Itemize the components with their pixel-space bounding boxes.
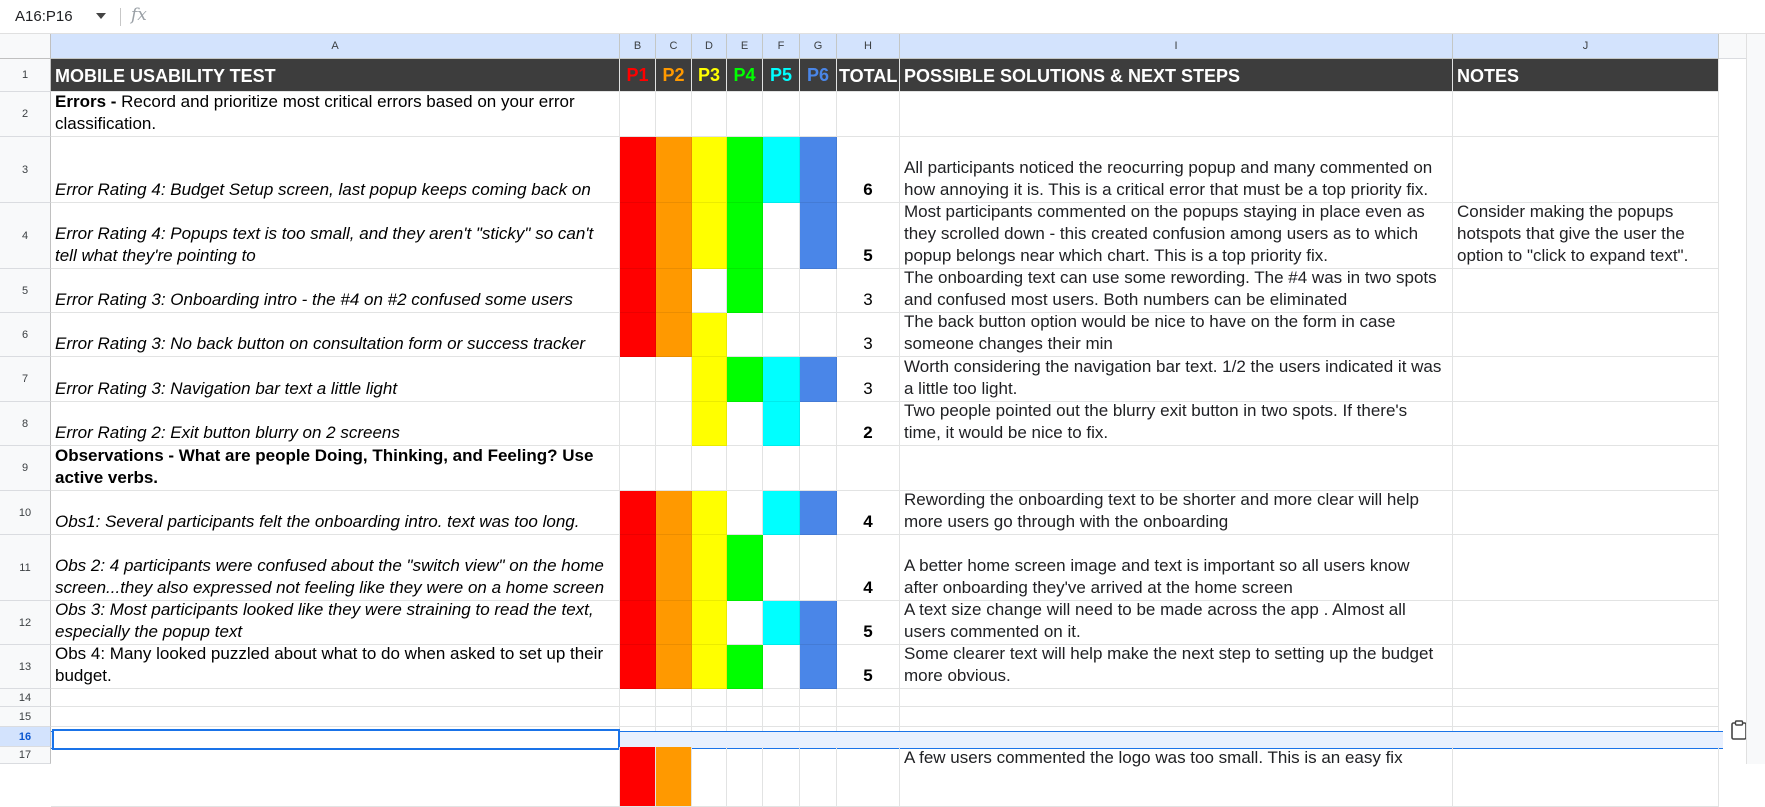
participant-mark-p1[interactable]: [620, 535, 656, 601]
participant-mark-p5[interactable]: [763, 402, 800, 446]
participant-mark-p4[interactable]: [727, 645, 763, 689]
solution-text: The back button option would be nice to have on the form in case someone changes their min: [904, 313, 1396, 353]
formula-bar: [0, 0, 1765, 34]
participant-label: P5: [769, 65, 793, 85]
total-value: 3: [863, 290, 873, 309]
finding-text: [55, 511, 615, 533]
row-header-10[interactable]: 10: [0, 491, 51, 535]
finding-text: [55, 223, 615, 267]
participant-header-p5[interactable]: [763, 59, 800, 92]
finding-cell[interactable]: [51, 601, 620, 645]
finding-description: Error Rating 4: Popups text is too small, and they aren't "sticky" so can't tell what they're pointing to: [55, 224, 594, 265]
total-value: 5: [863, 246, 873, 265]
participant-mark-p1[interactable]: [620, 313, 656, 357]
solution-cell[interactable]: [900, 92, 1453, 137]
empty-cell[interactable]: [837, 707, 900, 727]
finding-cell[interactable]: [51, 203, 620, 269]
row17-cell[interactable]: [692, 747, 727, 807]
participant-mark-p4[interactable]: [727, 446, 763, 491]
total-cell[interactable]: [837, 269, 900, 313]
participant-mark-p4[interactable]: [727, 535, 763, 601]
empty-cell[interactable]: [837, 689, 900, 707]
column-header-d[interactable]: D: [692, 34, 727, 59]
solution-cell[interactable]: [900, 535, 1453, 601]
participant-mark-p4[interactable]: [727, 137, 763, 203]
finding-description: Error Rating 3: Onboarding intro - the #4 on #2 confused some users: [55, 290, 573, 309]
empty-cell[interactable]: [656, 689, 692, 707]
participant-mark-p2[interactable]: [656, 203, 692, 269]
solution-text: Most participants commented on the popups staying in place even as they scrolled down - this created confusion among users as to which popup belongs near which chart. This is a top priority fix.: [904, 203, 1425, 265]
participant-mark-p5[interactable]: [763, 203, 800, 269]
participant-mark-p6[interactable]: [800, 357, 837, 402]
notes-cell[interactable]: [1453, 357, 1719, 402]
participant-mark-p3[interactable]: [692, 446, 727, 491]
participant-mark-p4[interactable]: [727, 313, 763, 357]
finding-description: Obs 3: Most participants looked like they were straining to read the text, especially the popup text: [55, 601, 594, 641]
row-header-15[interactable]: 15: [0, 707, 51, 727]
participant-mark-p2[interactable]: [656, 269, 692, 313]
finding-text: [55, 601, 615, 643]
solution-cell[interactable]: [900, 601, 1453, 645]
participant-mark-p5[interactable]: [763, 357, 800, 402]
total-header-cell[interactable]: [837, 59, 900, 92]
solution-text: Two people pointed out the blurry exit button in two spots. If there's time, it would be nice to fix.: [904, 402, 1408, 442]
notes-cell[interactable]: [1453, 535, 1719, 601]
row-header-3[interactable]: 3: [0, 137, 51, 203]
vertical-scrollbar[interactable]: [1746, 34, 1765, 764]
row17-cell[interactable]: [51, 747, 620, 807]
column-header-g[interactable]: G: [800, 34, 837, 59]
row17-cell[interactable]: [727, 747, 763, 807]
solution-cell[interactable]: [900, 137, 1453, 203]
participant-mark-p5[interactable]: [763, 446, 800, 491]
notes-cell[interactable]: [1453, 313, 1719, 357]
total-cell[interactable]: [837, 535, 900, 601]
participant-mark-p6[interactable]: [800, 446, 837, 491]
solution-text: Rewording the onboarding text to be shorter and more clear will help more users go through with the onboarding: [904, 491, 1420, 531]
notes-cell[interactable]: [1453, 645, 1719, 689]
row-header-12[interactable]: 12: [0, 601, 51, 645]
participant-mark-p3[interactable]: [692, 402, 727, 446]
finding-cell[interactable]: [51, 491, 620, 535]
solution-cell[interactable]: [900, 491, 1453, 535]
participant-mark-p1[interactable]: [620, 645, 656, 689]
column-header-i[interactable]: I: [900, 34, 1453, 59]
participant-mark-p2[interactable]: [656, 645, 692, 689]
participant-mark-p6[interactable]: [800, 402, 837, 446]
row-header-17[interactable]: 17: [0, 747, 51, 764]
column-header-e[interactable]: E: [727, 34, 763, 59]
finding-cell[interactable]: [51, 137, 620, 203]
notes-header-cell[interactable]: [1453, 59, 1719, 92]
empty-cell[interactable]: [620, 707, 656, 727]
finding-text: [55, 378, 615, 400]
notes-cell[interactable]: [1453, 203, 1719, 269]
solution-text: A few users commented the logo was too small. This is an easy fix: [904, 748, 1403, 767]
participant-header-p3[interactable]: [692, 59, 727, 92]
total-value: 4: [863, 512, 873, 531]
participant-mark-p1[interactable]: [620, 92, 656, 137]
participant-mark-p1[interactable]: [620, 137, 656, 203]
participant-mark-p4[interactable]: [727, 203, 763, 269]
notes-text: Consider making the popups hotspots that give the user the option to "click to expand text".: [1457, 203, 1689, 265]
column-header-a[interactable]: A: [51, 34, 620, 59]
empty-cell[interactable]: [620, 689, 656, 707]
total-value: 3: [863, 334, 873, 353]
participant-mark-p5[interactable]: [763, 92, 800, 137]
participant-mark-p6[interactable]: [800, 601, 837, 645]
column-header-f[interactable]: F: [763, 34, 800, 59]
finding-description: Error Rating 4: Budget Setup screen, last popup keeps coming back on: [55, 180, 591, 199]
empty-cell[interactable]: [51, 689, 620, 707]
row-header-6[interactable]: 6: [0, 313, 51, 357]
total-cell[interactable]: [837, 601, 900, 645]
solution-cell[interactable]: [900, 357, 1453, 402]
row-header-5[interactable]: 5: [0, 269, 51, 313]
notes-cell[interactable]: [1453, 402, 1719, 446]
chevron-down-icon[interactable]: [96, 13, 106, 19]
participant-mark-p2[interactable]: [656, 313, 692, 357]
participant-mark-p1[interactable]: [620, 491, 656, 535]
participant-mark-p5[interactable]: [763, 645, 800, 689]
solutions-header-cell[interactable]: [900, 59, 1453, 92]
participant-header-p1[interactable]: [620, 59, 656, 92]
participant-header-p2[interactable]: [656, 59, 692, 92]
row-header-2[interactable]: 2: [0, 92, 51, 137]
row-header-8[interactable]: 8: [0, 402, 51, 446]
total-cell[interactable]: [837, 357, 900, 402]
total-cell[interactable]: [837, 137, 900, 203]
finding-text: [55, 289, 615, 311]
notes-cell[interactable]: [1453, 491, 1719, 535]
empty-cell[interactable]: [1453, 689, 1719, 707]
row17-cell[interactable]: [620, 747, 656, 807]
participant-mark-p5[interactable]: [763, 137, 800, 203]
empty-cell[interactable]: [692, 707, 727, 727]
total-cell[interactable]: [837, 645, 900, 689]
participant-mark-p3[interactable]: [692, 491, 727, 535]
finding-cell[interactable]: [51, 645, 620, 689]
participant-mark-p4[interactable]: [727, 269, 763, 313]
finding-heading: Observations - What are people Doing, Thinking, and Feeling? Use active verbs.: [55, 446, 594, 487]
finding-text: [55, 333, 615, 355]
finding-text: [55, 645, 615, 687]
empty-cell[interactable]: [1453, 707, 1719, 727]
column-header-filler: [1719, 34, 1747, 59]
column-header-c[interactable]: C: [656, 34, 692, 59]
participant-mark-p3[interactable]: [692, 203, 727, 269]
row-header-4[interactable]: 4: [0, 203, 51, 269]
column-header-b[interactable]: B: [620, 34, 656, 59]
finding-heading: Errors -: [55, 92, 122, 111]
finding-cell[interactable]: [51, 313, 620, 357]
row17-cell[interactable]: [800, 747, 837, 807]
column-header-j[interactable]: J: [1453, 34, 1719, 59]
total-cell[interactable]: [837, 491, 900, 535]
row-header-14[interactable]: 14: [0, 689, 51, 707]
total-value: 6: [863, 180, 873, 199]
participant-mark-p6[interactable]: [800, 313, 837, 357]
notes-cell[interactable]: [1453, 446, 1719, 491]
notes-cell[interactable]: [1453, 92, 1719, 137]
participant-mark-p3[interactable]: [692, 137, 727, 203]
finding-cell[interactable]: [51, 446, 620, 491]
participant-mark-p2[interactable]: [656, 357, 692, 402]
empty-cell[interactable]: [900, 689, 1453, 707]
participant-mark-p6[interactable]: [800, 92, 837, 137]
clipboard-icon[interactable]: [1731, 720, 1747, 740]
participant-mark-p4[interactable]: [727, 357, 763, 402]
row17-cell[interactable]: [1453, 747, 1719, 807]
total-value: 5: [863, 666, 873, 685]
solution-cell[interactable]: [900, 402, 1453, 446]
solution-text: Worth considering the navigation bar text. 1/2 the users indicated it was a little too light.: [904, 357, 1442, 398]
solution-text: The onboarding text can use some rewording. The #4 was in two spots and confused most users. Both numbers can be eliminated: [904, 269, 1437, 309]
finding-cell[interactable]: [51, 402, 620, 446]
finding-description: Error Rating 3: No back button on consultation form or success tracker: [55, 334, 586, 353]
formula-bar-divider: [120, 8, 121, 26]
participant-mark-p3[interactable]: [692, 92, 727, 137]
solution-text: All participants noticed the reocurring popup and many commented on how annoying it is. This is a critical error that must be a top priority fix.: [904, 158, 1433, 199]
participant-label: P1: [626, 65, 649, 85]
total-value: 3: [863, 379, 873, 398]
participant-mark-p4[interactable]: [727, 92, 763, 137]
total-cell[interactable]: [837, 92, 900, 137]
participant-label: P4: [733, 65, 756, 85]
participant-mark-p4[interactable]: [727, 601, 763, 645]
participant-mark-p5[interactable]: [763, 313, 800, 357]
row17-cell[interactable]: [656, 747, 692, 807]
total-cell[interactable]: [837, 203, 900, 269]
participant-mark-p6[interactable]: [800, 645, 837, 689]
finding-description: Record and prioritize most critical errors based on your error classification.: [55, 92, 575, 133]
total-cell[interactable]: [837, 446, 900, 491]
solution-cell[interactable]: [900, 313, 1453, 357]
fx-icon: fx: [131, 5, 147, 25]
empty-cell[interactable]: [727, 707, 763, 727]
total-cell[interactable]: [837, 313, 900, 357]
participant-mark-p1[interactable]: [620, 601, 656, 645]
finding-text: [55, 179, 615, 201]
solutions-header: POSSIBLE SOLUTIONS & NEXT STEPS: [904, 66, 1241, 86]
participant-mark-p3[interactable]: [692, 535, 727, 601]
participant-mark-p1[interactable]: [620, 269, 656, 313]
empty-cell[interactable]: [656, 707, 692, 727]
participant-mark-p6[interactable]: [800, 137, 837, 203]
participant-mark-p4[interactable]: [727, 402, 763, 446]
row-header-13[interactable]: 13: [0, 645, 51, 689]
participant-label: P2: [662, 65, 685, 85]
row17-cell[interactable]: [763, 747, 800, 807]
participant-mark-p1[interactable]: [620, 203, 656, 269]
participant-mark-p3[interactable]: [692, 601, 727, 645]
participant-header-p6[interactable]: [800, 59, 837, 92]
total-value: 5: [863, 622, 873, 641]
solution-cell[interactable]: [900, 203, 1453, 269]
notes-cell[interactable]: [1453, 269, 1719, 313]
row-header-7[interactable]: 7: [0, 357, 51, 402]
participant-mark-p5[interactable]: [763, 535, 800, 601]
participant-label: P3: [697, 65, 721, 85]
solution-text: A better home screen image and text is important so all users know after onboarding they've arrived at the home screen: [904, 556, 1410, 597]
participant-mark-p5[interactable]: [763, 269, 800, 313]
solution-text: A text size change will need to be made across the app . Almost all users commented on it.: [904, 601, 1406, 641]
select-all-corner[interactable]: [0, 34, 51, 59]
sheet-title: MOBILE USABILITY TEST: [55, 66, 276, 86]
participant-mark-p3[interactable]: [692, 645, 727, 689]
finding-cell[interactable]: [51, 92, 620, 137]
empty-cell[interactable]: [51, 707, 620, 727]
participant-mark-p3[interactable]: [692, 313, 727, 357]
solution-cell[interactable]: [900, 446, 1453, 491]
name-box-value: A16:P16: [15, 8, 73, 25]
empty-cell[interactable]: [727, 689, 763, 707]
participant-mark-p2[interactable]: [656, 92, 692, 137]
finding-text: [55, 446, 615, 489]
empty-cell[interactable]: [800, 707, 837, 727]
participant-header-p4[interactable]: [727, 59, 763, 92]
empty-cell[interactable]: [900, 707, 1453, 727]
row-header-9[interactable]: 9: [0, 446, 51, 491]
empty-cell[interactable]: [692, 689, 727, 707]
empty-cell[interactable]: [763, 707, 800, 727]
participant-label: P6: [806, 65, 830, 85]
finding-cell[interactable]: [51, 357, 620, 402]
notes-cell[interactable]: [1453, 601, 1719, 645]
participant-mark-p1[interactable]: [620, 357, 656, 402]
participant-mark-p5[interactable]: [763, 491, 800, 535]
column-header-h[interactable]: H: [837, 34, 900, 59]
sheet-title-cell[interactable]: [51, 59, 620, 92]
participant-mark-p2[interactable]: [656, 402, 692, 446]
finding-text: [55, 555, 615, 599]
empty-cell[interactable]: [763, 689, 800, 707]
participant-mark-p2[interactable]: [656, 491, 692, 535]
participant-mark-p4[interactable]: [727, 491, 763, 535]
finding-cell[interactable]: [51, 535, 620, 601]
total-header: TOTAL: [839, 66, 898, 86]
solution-text: Some clearer text will help make the next step to setting up the budget more obvious.: [904, 645, 1434, 685]
finding-description: Error Rating 3: Navigation bar text a little light: [55, 379, 398, 398]
finding-cell[interactable]: [51, 269, 620, 313]
total-cell[interactable]: [837, 402, 900, 446]
row-header-11[interactable]: 11: [0, 535, 51, 601]
participant-mark-p1[interactable]: [620, 446, 656, 491]
participant-mark-p5[interactable]: [763, 601, 800, 645]
participant-mark-p2[interactable]: [656, 137, 692, 203]
notes-header: NOTES: [1457, 66, 1520, 86]
finding-description: Obs1: Several participants felt the onboarding intro. text was too long.: [55, 512, 580, 531]
finding-text: [55, 92, 615, 135]
participant-mark-p6[interactable]: [800, 269, 837, 313]
solution-cell[interactable]: [900, 645, 1453, 689]
finding-text: [55, 422, 615, 444]
row-header-16[interactable]: 16: [0, 727, 51, 747]
finding-description: Obs 2: 4 participants were confused about the "switch view" on the home screen...they also expressed not feeling like they were on a home screen: [55, 556, 605, 597]
total-value: 2: [863, 423, 873, 442]
participant-mark-p3[interactable]: [692, 357, 727, 402]
participant-mark-p2[interactable]: [656, 601, 692, 645]
finding-description: Error Rating 2: Exit button blurry on 2 screens: [55, 423, 400, 442]
row-header-1[interactable]: 1: [0, 59, 51, 92]
empty-cell[interactable]: [800, 689, 837, 707]
solution-cell[interactable]: [900, 747, 1453, 807]
participant-mark-p6[interactable]: [800, 203, 837, 269]
row17-cell[interactable]: [837, 747, 900, 807]
participant-mark-p6[interactable]: [800, 535, 837, 601]
solution-cell[interactable]: [900, 269, 1453, 313]
participant-mark-p1[interactable]: [620, 402, 656, 446]
participant-mark-p2[interactable]: [656, 535, 692, 601]
participant-mark-p6[interactable]: [800, 491, 837, 535]
finding-description: Obs 4: Many looked puzzled about what to do when asked to set up their budget.: [55, 645, 604, 685]
total-value: 4: [863, 578, 873, 597]
participant-mark-p3[interactable]: [692, 269, 727, 313]
participant-mark-p2[interactable]: [656, 446, 692, 491]
notes-cell[interactable]: [1453, 137, 1719, 203]
